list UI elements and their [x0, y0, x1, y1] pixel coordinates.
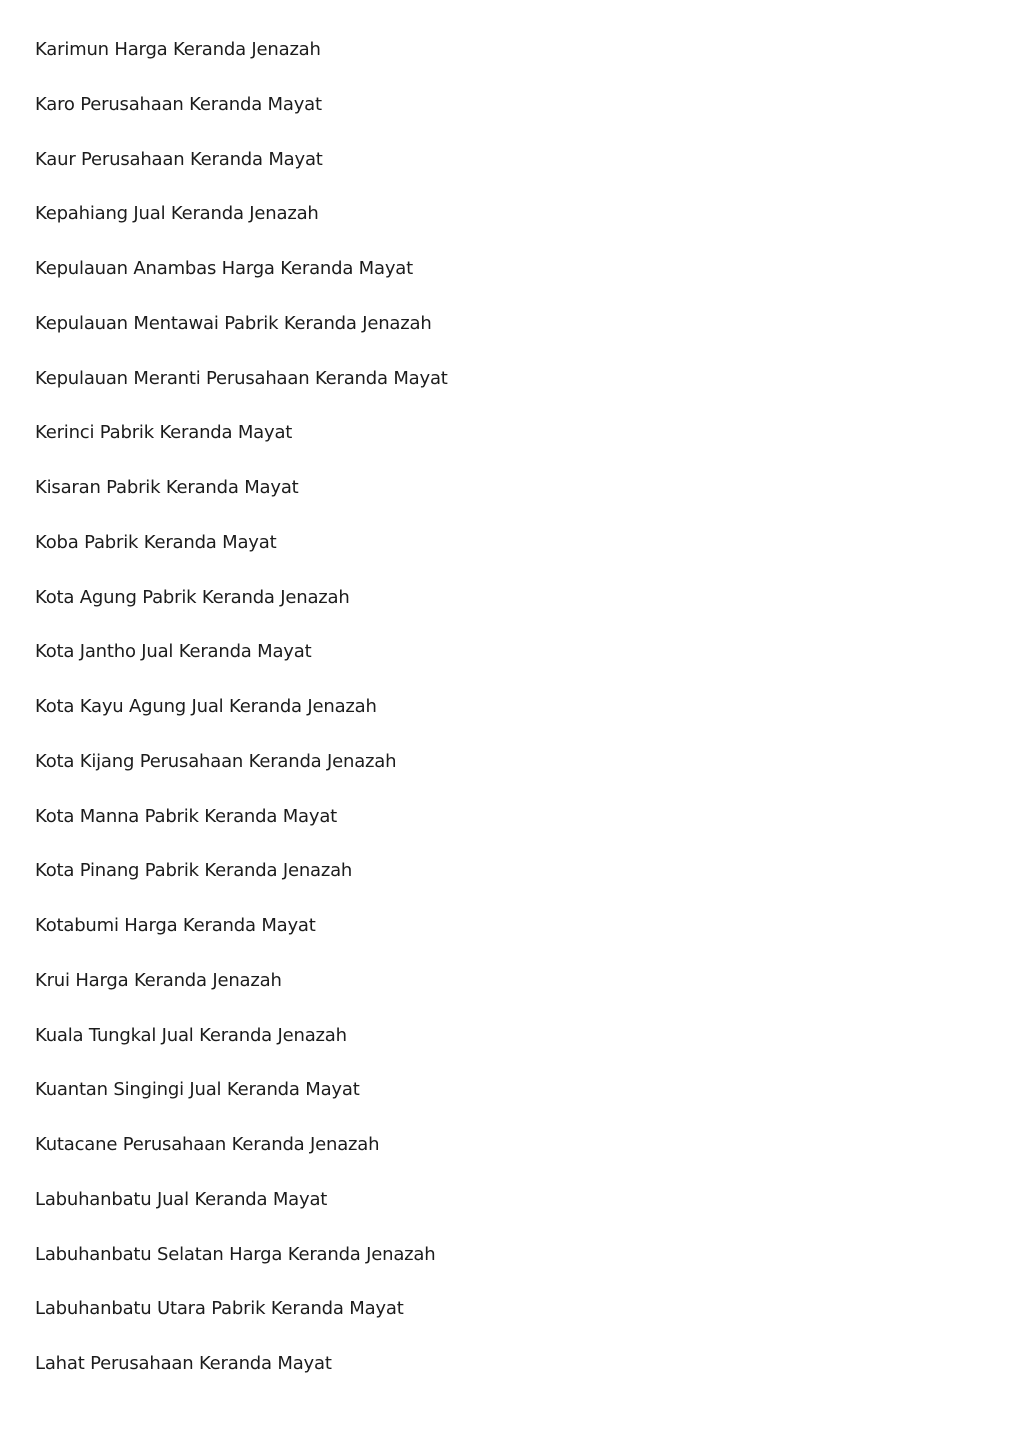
list-item: Kota Jantho Jual Keranda Mayat: [35, 641, 312, 663]
list-item: Kisaran Pabrik Keranda Mayat: [35, 477, 299, 498]
list-item: Labuhanbatu Selatan Harga Keranda Jenazah: [35, 1243, 436, 1265]
list-item: Koba Pabrik Keranda Mayat: [35, 531, 277, 553]
list-item: Karo Perusahaan Keranda Mayat: [35, 93, 322, 115]
list-item: Kota Kijang Perusahaan Keranda Jenazah: [35, 750, 397, 772]
list-item: Kuantan Singingi Jual Keranda Mayat: [35, 1079, 360, 1101]
list-item: Kota Pinang Pabrik Keranda Jenazah: [35, 860, 353, 882]
list-item: Kepulauan Mentawai Pabrik Keranda Jenazah: [35, 312, 432, 334]
list-item: Kepahiang Jual Keranda Jenazah: [35, 203, 319, 225]
list-item: Kepulauan Anambas Harga Keranda Mayat: [35, 258, 413, 279]
list-item: Krui Harga Keranda Jenazah: [35, 969, 282, 991]
list-item: Kota Agung Pabrik Keranda Jenazah: [35, 586, 350, 608]
list-item: Lahat Perusahaan Keranda Mayat: [35, 1353, 332, 1374]
list-item: Kutacane Perusahaan Keranda Jenazah: [35, 1134, 380, 1155]
list-item: Labuhanbatu Jual Keranda Mayat: [35, 1188, 328, 1210]
list-item: Karimun Harga Keranda Jenazah: [35, 39, 321, 60]
list-item: Labuhanbatu Utara Pabrik Keranda Mayat: [35, 1298, 404, 1320]
list-item: Kepulauan Meranti Perusahaan Keranda Mayat: [35, 367, 448, 389]
list-item: Kotabumi Harga Keranda Mayat: [35, 915, 316, 936]
list-item: Kota Manna Pabrik Keranda Mayat: [35, 805, 338, 827]
entry-list: [35, 37, 995, 1406]
list-item: Kuala Tungkal Jual Keranda Jenazah: [35, 1024, 347, 1046]
list-item: Kota Kayu Agung Jual Keranda Jenazah: [35, 696, 377, 717]
list-item: Kaur Perusahaan Keranda Mayat: [35, 148, 323, 170]
list-item: Kerinci Pabrik Keranda Mayat: [35, 422, 293, 444]
